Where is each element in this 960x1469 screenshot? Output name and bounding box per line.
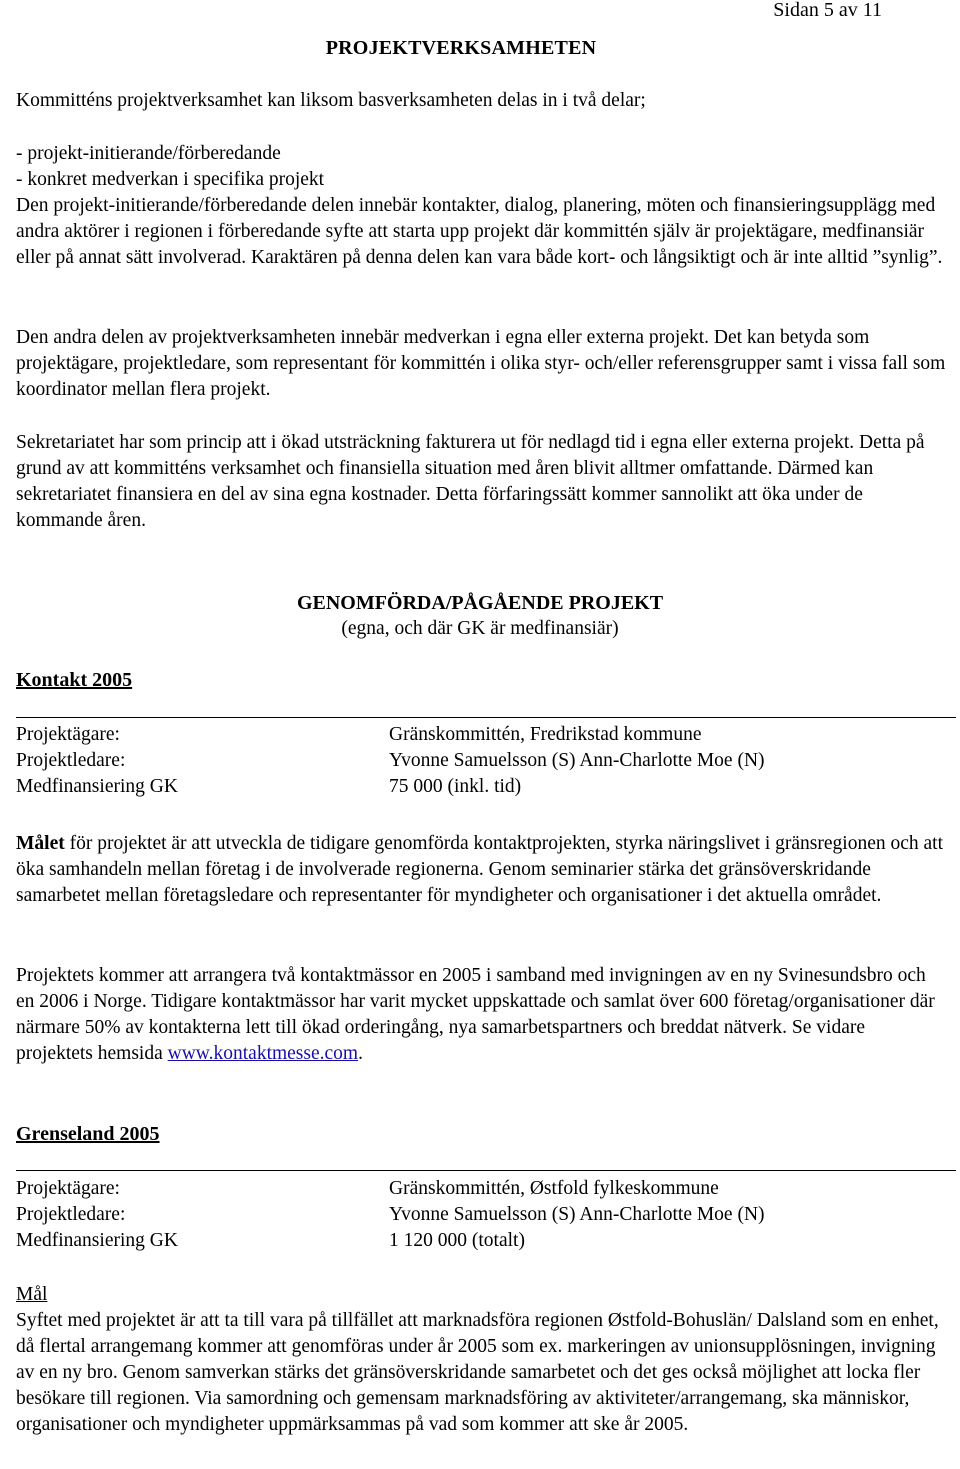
page-title: PROJEKTVERKSAMHETEN <box>325 37 597 59</box>
list-item: - projekt-initierande/förberedande <box>16 143 281 164</box>
intro-list <box>16 141 946 271</box>
info-label: Projektledare: <box>16 750 126 771</box>
info-row <box>16 748 946 774</box>
intro-lead: Kommitténs projektverksamhet kan liksom basverksamheten delas in i två delar; <box>16 90 646 111</box>
divider <box>16 1170 956 1171</box>
info-row <box>16 774 946 800</box>
info-label: Projektägare: <box>16 724 120 745</box>
info-label: Medfinansiering GK <box>16 776 178 797</box>
info-row <box>16 1228 946 1254</box>
divider <box>16 717 956 718</box>
goal-heading: Mål <box>16 1284 48 1305</box>
info-value: Yvonne Samuelsson (S) Ann-Charlotte Moe (N) <box>389 750 765 771</box>
page-number: Sidan 5 av 11 <box>773 0 882 21</box>
kontakt-goal-paragraph <box>16 831 946 909</box>
list-item: - konkret medverkan i specifika projekt <box>16 169 325 190</box>
info-value: Gränskommittén, Østfold fylkeskommune <box>389 1178 719 1199</box>
website-link[interactable]: www.kontaktmesse.com <box>167 1043 359 1064</box>
goal-text: för projektet är att utveckla de tidigare genomförda kontaktprojekten, styrka näringslivet i gränsregionen och att öka samhandeln mellan företag i de involverade regionerna. Genom seminarier stärka det gränsöverskridande samarbetet mellan företagsledare och representanter för myndigheter och organisationer i det aktuella området. <box>16 833 944 906</box>
goal-text: Syftet med projektet är att ta till vara på tillfället att marknadsföra regionen Østfold-Bohuslän/ Dalsland som en enhet, då flertal arrangemang kommer att genomföras under år 2005 som ex. markeringen av unionsupplösningen, invigning av en ny bro. Genom samverkan stärks det gränsöverskridande samarbetet och det ges också möjlighet att locka fler besökare till regionen. Via samordning och gemensam marknadsföring av aktiviteter/arrangemang, ska människor, organisationer och myndigheter uppmärksammas på vad som kommer att ske år 2005. <box>16 1310 939 1435</box>
intro-paragraph: Sekretariatet har som princip att i ökad utsträckning fakturera ut för nedlagd tid i egna eller externa projekt. Detta på grund av att kommitténs verksamhet och finansiella situation med åren blivit alltmer omfattande. Därmed kan sekretariatet finansiera en del av sina egna kostnader. Detta förfaringssätt kommer sannolikt att öka under de kommande åren. <box>16 432 925 531</box>
section-title-kontakt: Kontakt 2005 <box>16 669 133 691</box>
period: . <box>358 1043 363 1064</box>
grenseland-goal-section <box>16 1282 946 1438</box>
grenseland-info-table <box>16 1176 946 1254</box>
info-label: Projektledare: <box>16 1204 126 1225</box>
info-label: Medfinansiering GK <box>16 1230 178 1251</box>
info-row <box>16 1202 946 1228</box>
intro-paragraph: Den andra delen av projektverksamheten innebär medverkan i egna eller externa projekt. Det kan betyda som projektägare, projektledare, som representant för kommittén i olika styr- och/eller referensgrupper samt i vissa fall som koordinator mellan flera projekt. <box>16 327 946 400</box>
intro-paragraph: Den projekt-initierande/förberedande delen innebär kontakter, dialog, planering, möten och finansieringsupplägg med andra aktörer i regionen i förberedande syfte att starta upp projekt där kommittén själv är projektägare, medfinansiär eller på annat sätt involverad. Karaktären på denna delen kan vara både kort- och långsiktigt och är inte alltid ”synlig”. <box>16 195 943 268</box>
projects-subheading: (egna, och där GK är medfinansiär) <box>341 618 619 639</box>
kontakt-text: Projektets kommer att arrangera två kontaktmässor en 2005 i samband med invigningen av en ny Svinesundsbro och en 2006 i Norge. Tidigare kontaktmässor har varit mycket uppskattade och samlat över 600 företag/organisationer där närmare 50% av kontakterna lett till ökad orderingång, nya samarbetspartners och breddat nätverk. Se vidare projektets hemsida <box>16 965 935 1064</box>
info-value: 1 120 000 (totalt) <box>389 1230 525 1251</box>
info-value: Yvonne Samuelsson (S) Ann-Charlotte Moe (N) <box>389 1204 765 1225</box>
info-row <box>16 722 946 748</box>
info-value: Gränskommittén, Fredrikstad kommune <box>389 724 702 745</box>
kontakt-paragraph <box>16 963 946 1067</box>
info-value: 75 000 (inkl. tid) <box>389 776 522 797</box>
projects-heading: GENOMFÖRDA/PÅGÅENDE PROJEKT <box>296 592 664 614</box>
info-label: Projektägare: <box>16 1178 120 1199</box>
section-title-grenseland: Grenseland 2005 <box>16 1123 160 1145</box>
kontakt-info-table <box>16 722 946 800</box>
info-row <box>16 1176 946 1202</box>
goal-label: Målet <box>16 833 65 854</box>
